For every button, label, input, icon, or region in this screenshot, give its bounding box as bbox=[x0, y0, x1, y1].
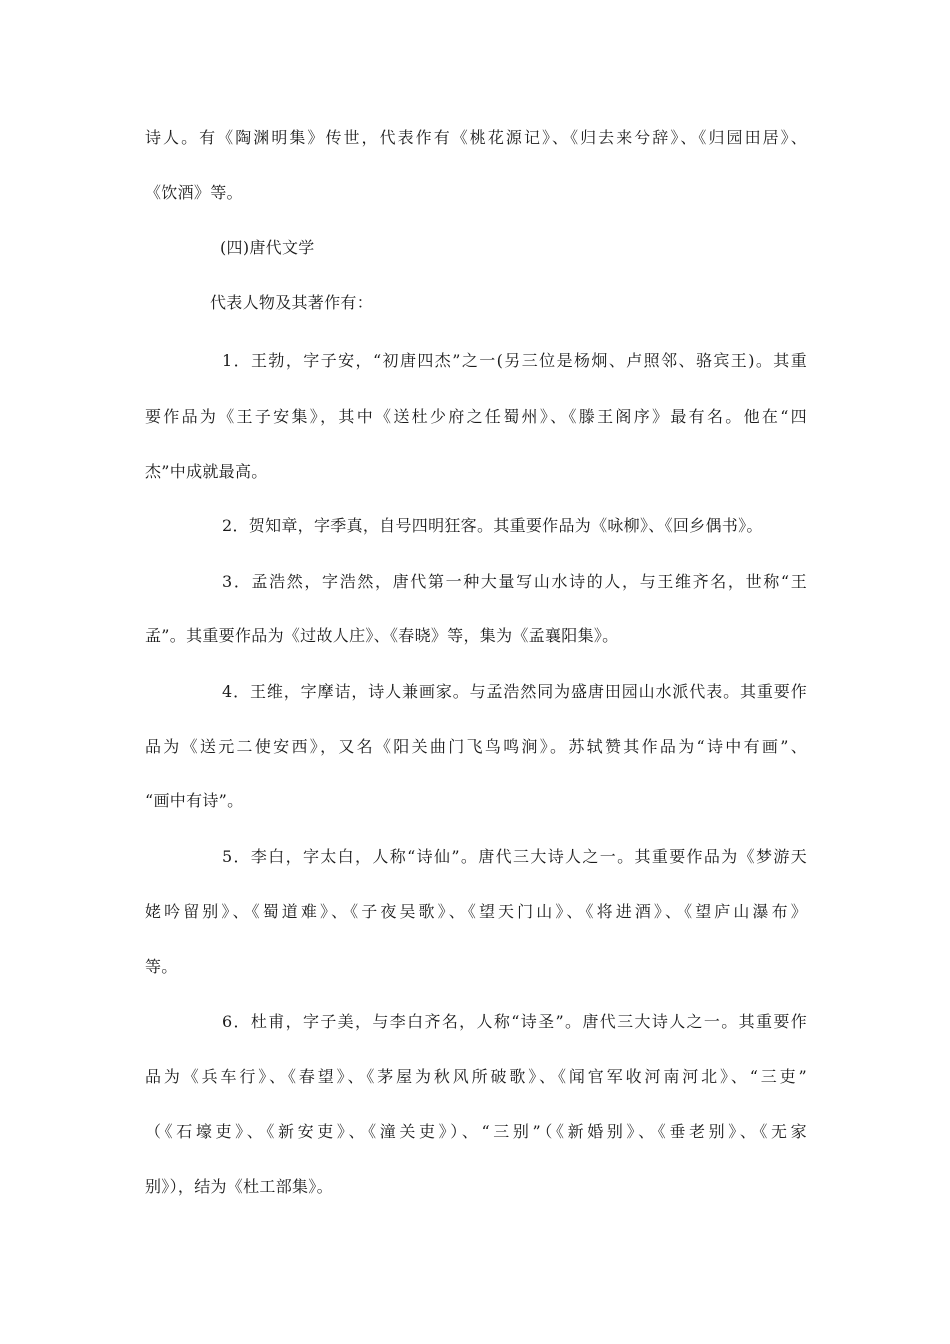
text-line: 4．王维，字摩诘，诗人兼画家。与孟浩然同为盛唐田园山水派代表。其重要作 bbox=[222, 682, 807, 701]
text-line: 诗人。有《陶渊明集》传世，代表作有《桃花源记》、《归去来兮辞》、《归园田居》、 bbox=[145, 128, 807, 147]
text-line: （《石壕吏》、《新安吏》、《潼关吏》）、“三别”（《新婚别》、《垂老别》、《无家 bbox=[145, 1122, 807, 1141]
text-line: 要作品为《王子安集》，其中《送杜少府之任蜀州》、《滕王阁序》最有名。他在“四 bbox=[145, 407, 807, 426]
section-heading: (四)唐代文学 bbox=[220, 238, 315, 257]
text-line: 2．贺知章，字季真，自号四明狂客。其重要作品为《咏柳》、《回乡偶书》。 bbox=[222, 516, 763, 535]
text-line: 品为《兵车行》、《春望》、《茅屋为秋风所破歌》、《闻官军收河南河北》、“三吏” bbox=[145, 1067, 807, 1086]
text-line: 5．李白，字太白，人称“诗仙”。唐代三大诗人之一。其重要作品为《梦游天 bbox=[222, 847, 807, 866]
text-line: 《饮酒》等。 bbox=[145, 183, 243, 202]
text-line: 品为《送元二使安西》，又名《阳关曲门飞鸟鸣涧》。苏轼赞其作品为“诗中有画”、 bbox=[145, 737, 807, 756]
text-line: “画中有诗”。 bbox=[145, 791, 244, 810]
text-line: 3．孟浩然，字浩然，唐代第一种大量写山水诗的人，与王维齐名，世称“王 bbox=[222, 572, 807, 591]
text-line: 等。 bbox=[145, 957, 178, 976]
text-line: 别》），结为《杜工部集》。 bbox=[145, 1177, 333, 1196]
text-line: 代表人物及其著作有： bbox=[210, 293, 374, 312]
text-line: 杰”中成就最高。 bbox=[145, 462, 268, 481]
text-line: 姥吟留别》、《蜀道难》、《子夜吴歌》、《望天门山》、《将进酒》、《望庐山瀑布》 bbox=[145, 902, 807, 921]
text-line: 1．王勃，字子安，“初唐四杰”之一(另三位是杨炯、卢照邻、骆宾王)。其重 bbox=[222, 351, 807, 370]
text-line: 孟”。其重要作品为《过故人庄》、《春晓》等，集为《孟襄阳集》。 bbox=[145, 626, 619, 645]
text-line: 6．杜甫，字子美，与李白齐名，人称“诗圣”。唐代三大诗人之一。其重要作 bbox=[222, 1012, 807, 1031]
